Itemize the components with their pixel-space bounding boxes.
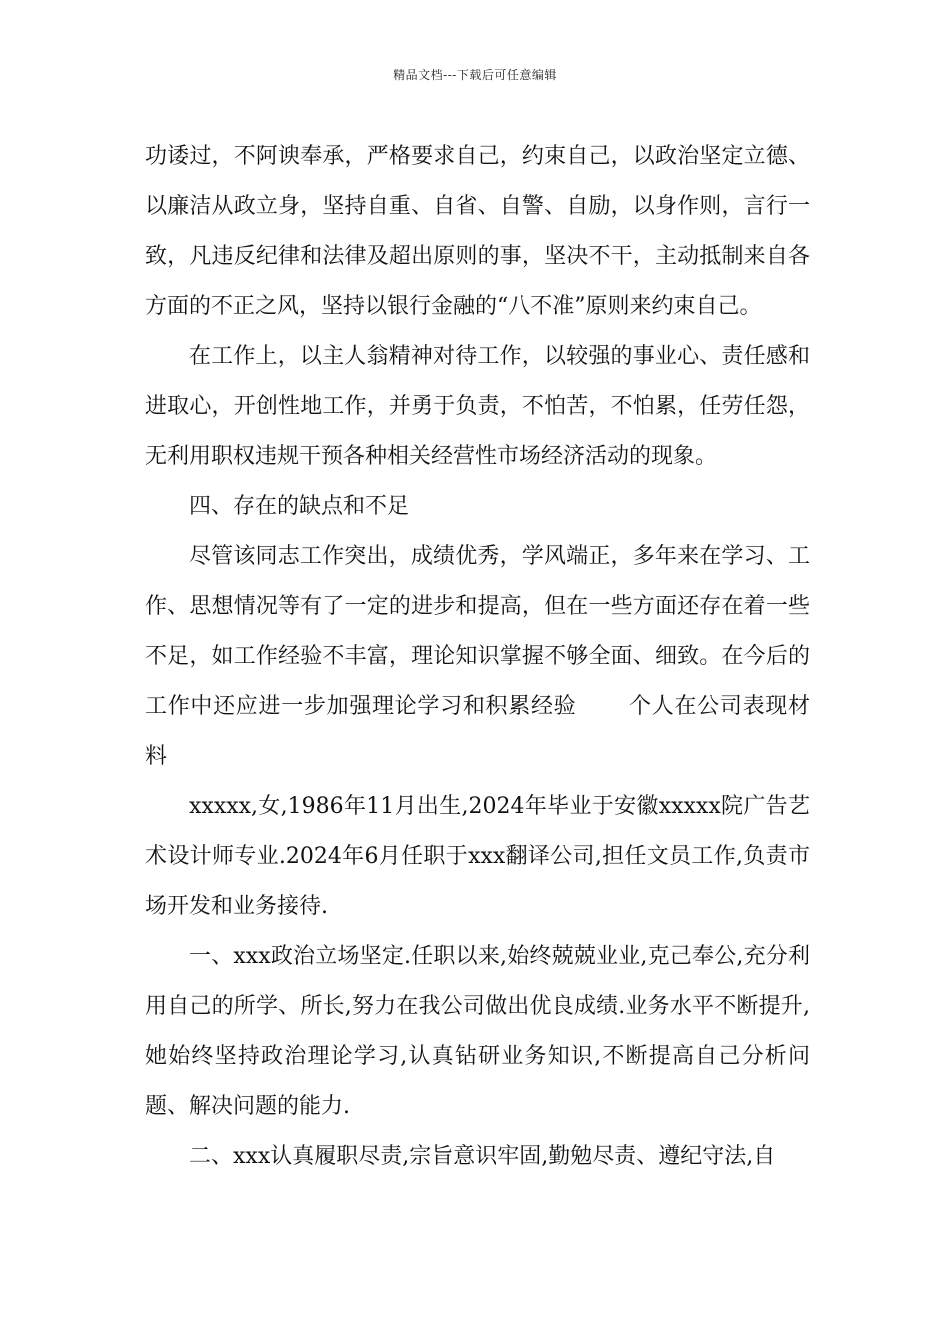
section-heading: 四、存在的缺点和不足 [189, 494, 410, 519]
new-document-title: 个人在公司表现材料 [145, 694, 810, 769]
paragraph-1: 功诿过，不阿谀奉承，严格要求自己，约束自己，以政治坚定立德、以廉洁从政立身，坚持自重、自省、自警、自励，以身作则，言行一致，凡违反纪律和法律及超出原则的事，坚决不干，主动抵制来自各方面的不正之风，坚持以银行金融的“八不准”原则来约束自己。 [145, 144, 810, 319]
paragraph-5: 一、xxx政治立场坚定.任职以来,始终兢兢业业,克己奉公,充分利用自己的所学、所长,努力在我公司做出优良成绩.业务水平不断提升,她始终坚持政治理论学习,认真钻研业务知识,不断提高自己分析问题、解决问题的能力. [145, 944, 810, 1119]
paragraph-3-text: 尽管该同志工作突出，成绩优秀，学风端正，多年来在学习、工作、思想情况等有了一定的进步和提高，但在一些方面还存在着一些不足，如工作经验不丰富，理论知识掌握不够全面、细致。在今后的工作中还应进一步加强理论学习和积累经验 [145, 544, 810, 719]
page-header: 精品文档---下载后可任意编辑 [393, 68, 557, 82]
paragraph-6: 二、xxx认真履职尽责,宗旨意识牢固,勤勉尽责、遵纪守法,自 [189, 1144, 776, 1169]
paragraph-2: 在工作上，以主人翁精神对待工作，以较强的事业心、责任感和进取心，开创性地工作，并勇于负责，不怕苦，不怕累，任劳任怨，无利用职权违规干预各种相关经营性市场经济活动的现象。 [145, 344, 810, 469]
paragraph-4: xxxxx,女,1986年11月出生,2024年毕业于安徽xxxxx院广告艺术设计师专业.2024年6月任职于xxx翻译公司,担任文员工作,负责市场开发和业务接待. [145, 794, 810, 919]
document-body [145, 132, 810, 1182]
paragraph-3 [145, 532, 810, 782]
